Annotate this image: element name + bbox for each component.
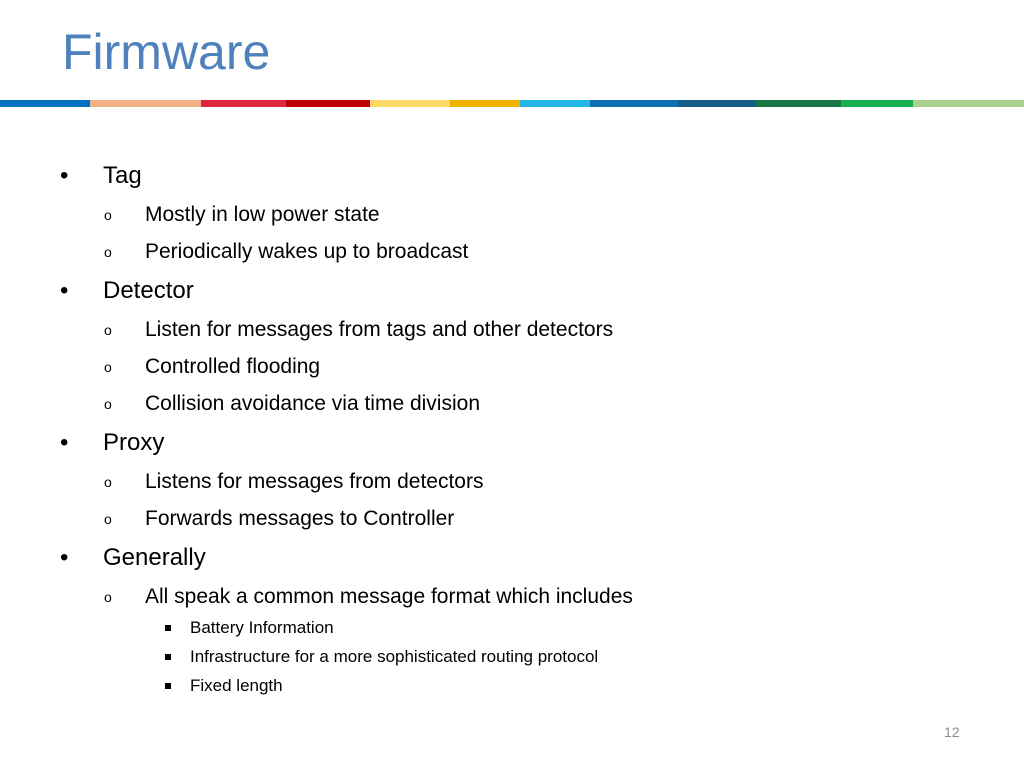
bullet-text: Proxy [103, 429, 165, 456]
sub-bullet-text: Periodically wakes up to broadcast [145, 240, 469, 263]
sub-bullet-text: Collision avoidance via time division [145, 392, 480, 415]
sub-sub-bullet-text: Fixed length [190, 676, 283, 695]
square-bullet-icon [165, 683, 171, 689]
sub-sub-bullet-text: Battery Information [190, 618, 334, 637]
page-number: 12 [944, 724, 960, 740]
sub-bullet-text: All speak a common message format which includes [145, 585, 633, 608]
slide-title: Firmware [62, 24, 271, 80]
circle-bullet-icon: o [104, 207, 112, 223]
sub-bullet-text: Listens for messages from detectors [145, 470, 484, 493]
circle-bullet-icon: o [104, 322, 112, 338]
sub-bullet-text: Mostly in low power state [145, 203, 380, 226]
sub-bullet-text: Forwards messages to Controller [145, 507, 455, 530]
bullet-text: Tag [103, 162, 142, 189]
circle-bullet-icon: o [104, 589, 112, 605]
circle-bullet-icon: o [104, 396, 112, 412]
sub-bullet-text: Listen for messages from tags and other detectors [145, 318, 614, 341]
circle-bullet-icon: o [104, 474, 112, 490]
square-bullet-icon [165, 654, 171, 660]
bullet-dot-icon: • [60, 544, 69, 571]
bullet-text: Generally [103, 544, 206, 571]
bullet-dot-icon: • [60, 162, 69, 189]
circle-bullet-icon: o [104, 511, 112, 527]
sub-bullet-text: Controlled flooding [145, 355, 321, 378]
sub-sub-bullet-text: Infrastructure for a more sophisticated routing protocol [190, 647, 599, 666]
circle-bullet-icon: o [104, 359, 112, 375]
circle-bullet-icon: o [104, 244, 112, 260]
bullet-dot-icon: • [60, 429, 69, 456]
square-bullet-icon [165, 625, 171, 631]
bullet-dot-icon: • [60, 277, 69, 304]
bullet-text: Detector [103, 277, 194, 304]
